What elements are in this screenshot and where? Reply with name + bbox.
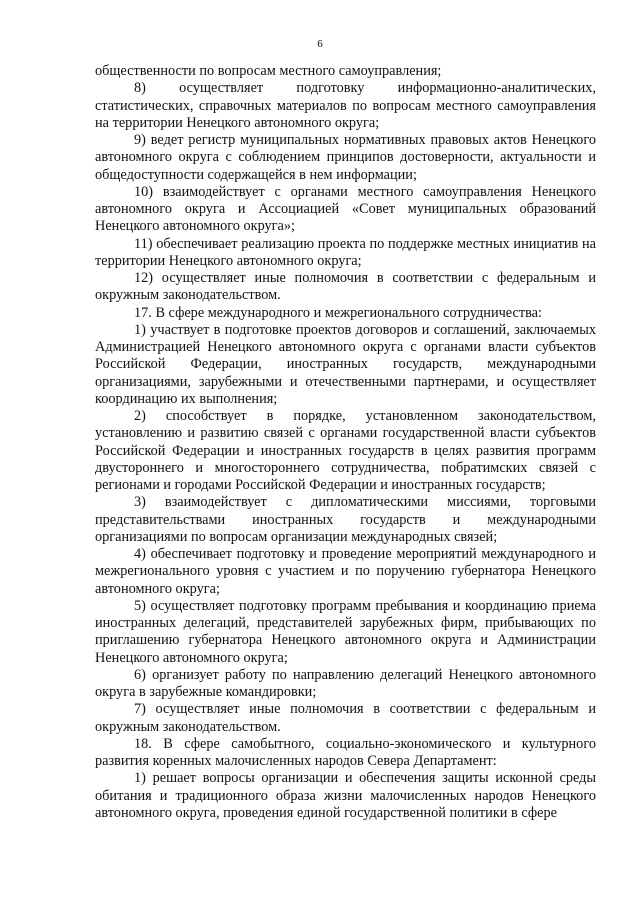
paragraph: 1) участвует в подготовке проектов договоров и соглашений, заключаемых Администрацией Ненецкого автономного округа с органами власти субъектов Российской Федерации, иностранных государств, международными организациями, зарубежными и отечественными партнерами, и осуществляет координацию их выполнения; [95,321,596,407]
paragraph: 10) взаимодействует с органами местного самоуправления Ненецкого автономного округа и Ассоциацией «Совет муниципальных образований Ненецкого автономного округа»; [95,183,596,235]
paragraph: 9) ведет регистр муниципальных нормативных правовых актов Ненецкого автономного округа с соблюдением принципов достоверности, актуальности и общедоступности содержащейся в нем информации; [95,132,596,183]
paragraph: 11) обеспечивает реализацию проекта по поддержке местных инициатив на территории Ненецкого автономного округа; [95,235,596,269]
paragraph: 4) обеспечивает подготовку и проведение мероприятий международного и межрегионального уровня с участием и по поручению губернатора Ненецкого автономного округа; [95,546,596,597]
paragraph: 1) решает вопросы организации и обеспечения защиты исконной среды обитания и традиционного образа жизни малочисленных народов Ненецкого автономного округа, проведения единой государственной политики в сфере [95,770,596,821]
paragraph: 12) осуществляет иные полномочия в соответствии с федеральным и окружным законодательством. [95,270,596,304]
paragraph: 7) осуществляет иные полномочия в соответствии с федеральным и окружным законодательством. [95,701,596,735]
document-body [95,63,596,822]
page-number: 6 [317,38,323,50]
paragraph: 8) осуществляет подготовку информационно-аналитических, статистических, справочных материалов по вопросам местного самоуправления на территории Ненецкого автономного округа; [95,80,596,131]
paragraph: 5) осуществляет подготовку программ пребывания и координацию приема иностранных делегаций, представителей зарубежных фирм, прибывающих по приглашению губернатора Ненецкого автономного округа и Администрации Ненецкого автономного округа; [95,597,596,666]
paragraph: 6) организует работу по направлению делегаций Ненецкого автономного округа в зарубежные командировки; [95,666,596,700]
paragraph: 18. В сфере самобытного, социально-экономического и культурного развития коренных малочисленных народов Севера Департамент: [95,735,596,769]
paragraph: 17. В сфере международного и межрегионального сотрудничества: [134,304,542,321]
paragraph: общественности по вопросам местного самоуправления; [95,63,442,79]
paragraph: 3) взаимодействует с дипломатическими миссиями, торговыми представительствами иностранных государств и международными организациями по вопросам организации международных связей; [95,494,596,545]
paragraph: 2) способствует в порядке, установленном законодательством, установлению и развитию связей с органами государственной власти субъектов Российской Федерации и иностранных государств в целях развития программ двустороннего и многостороннего сотрудничества, побратимских связей с регионами и городами Российской Федерации и иностранных государств; [95,408,596,493]
